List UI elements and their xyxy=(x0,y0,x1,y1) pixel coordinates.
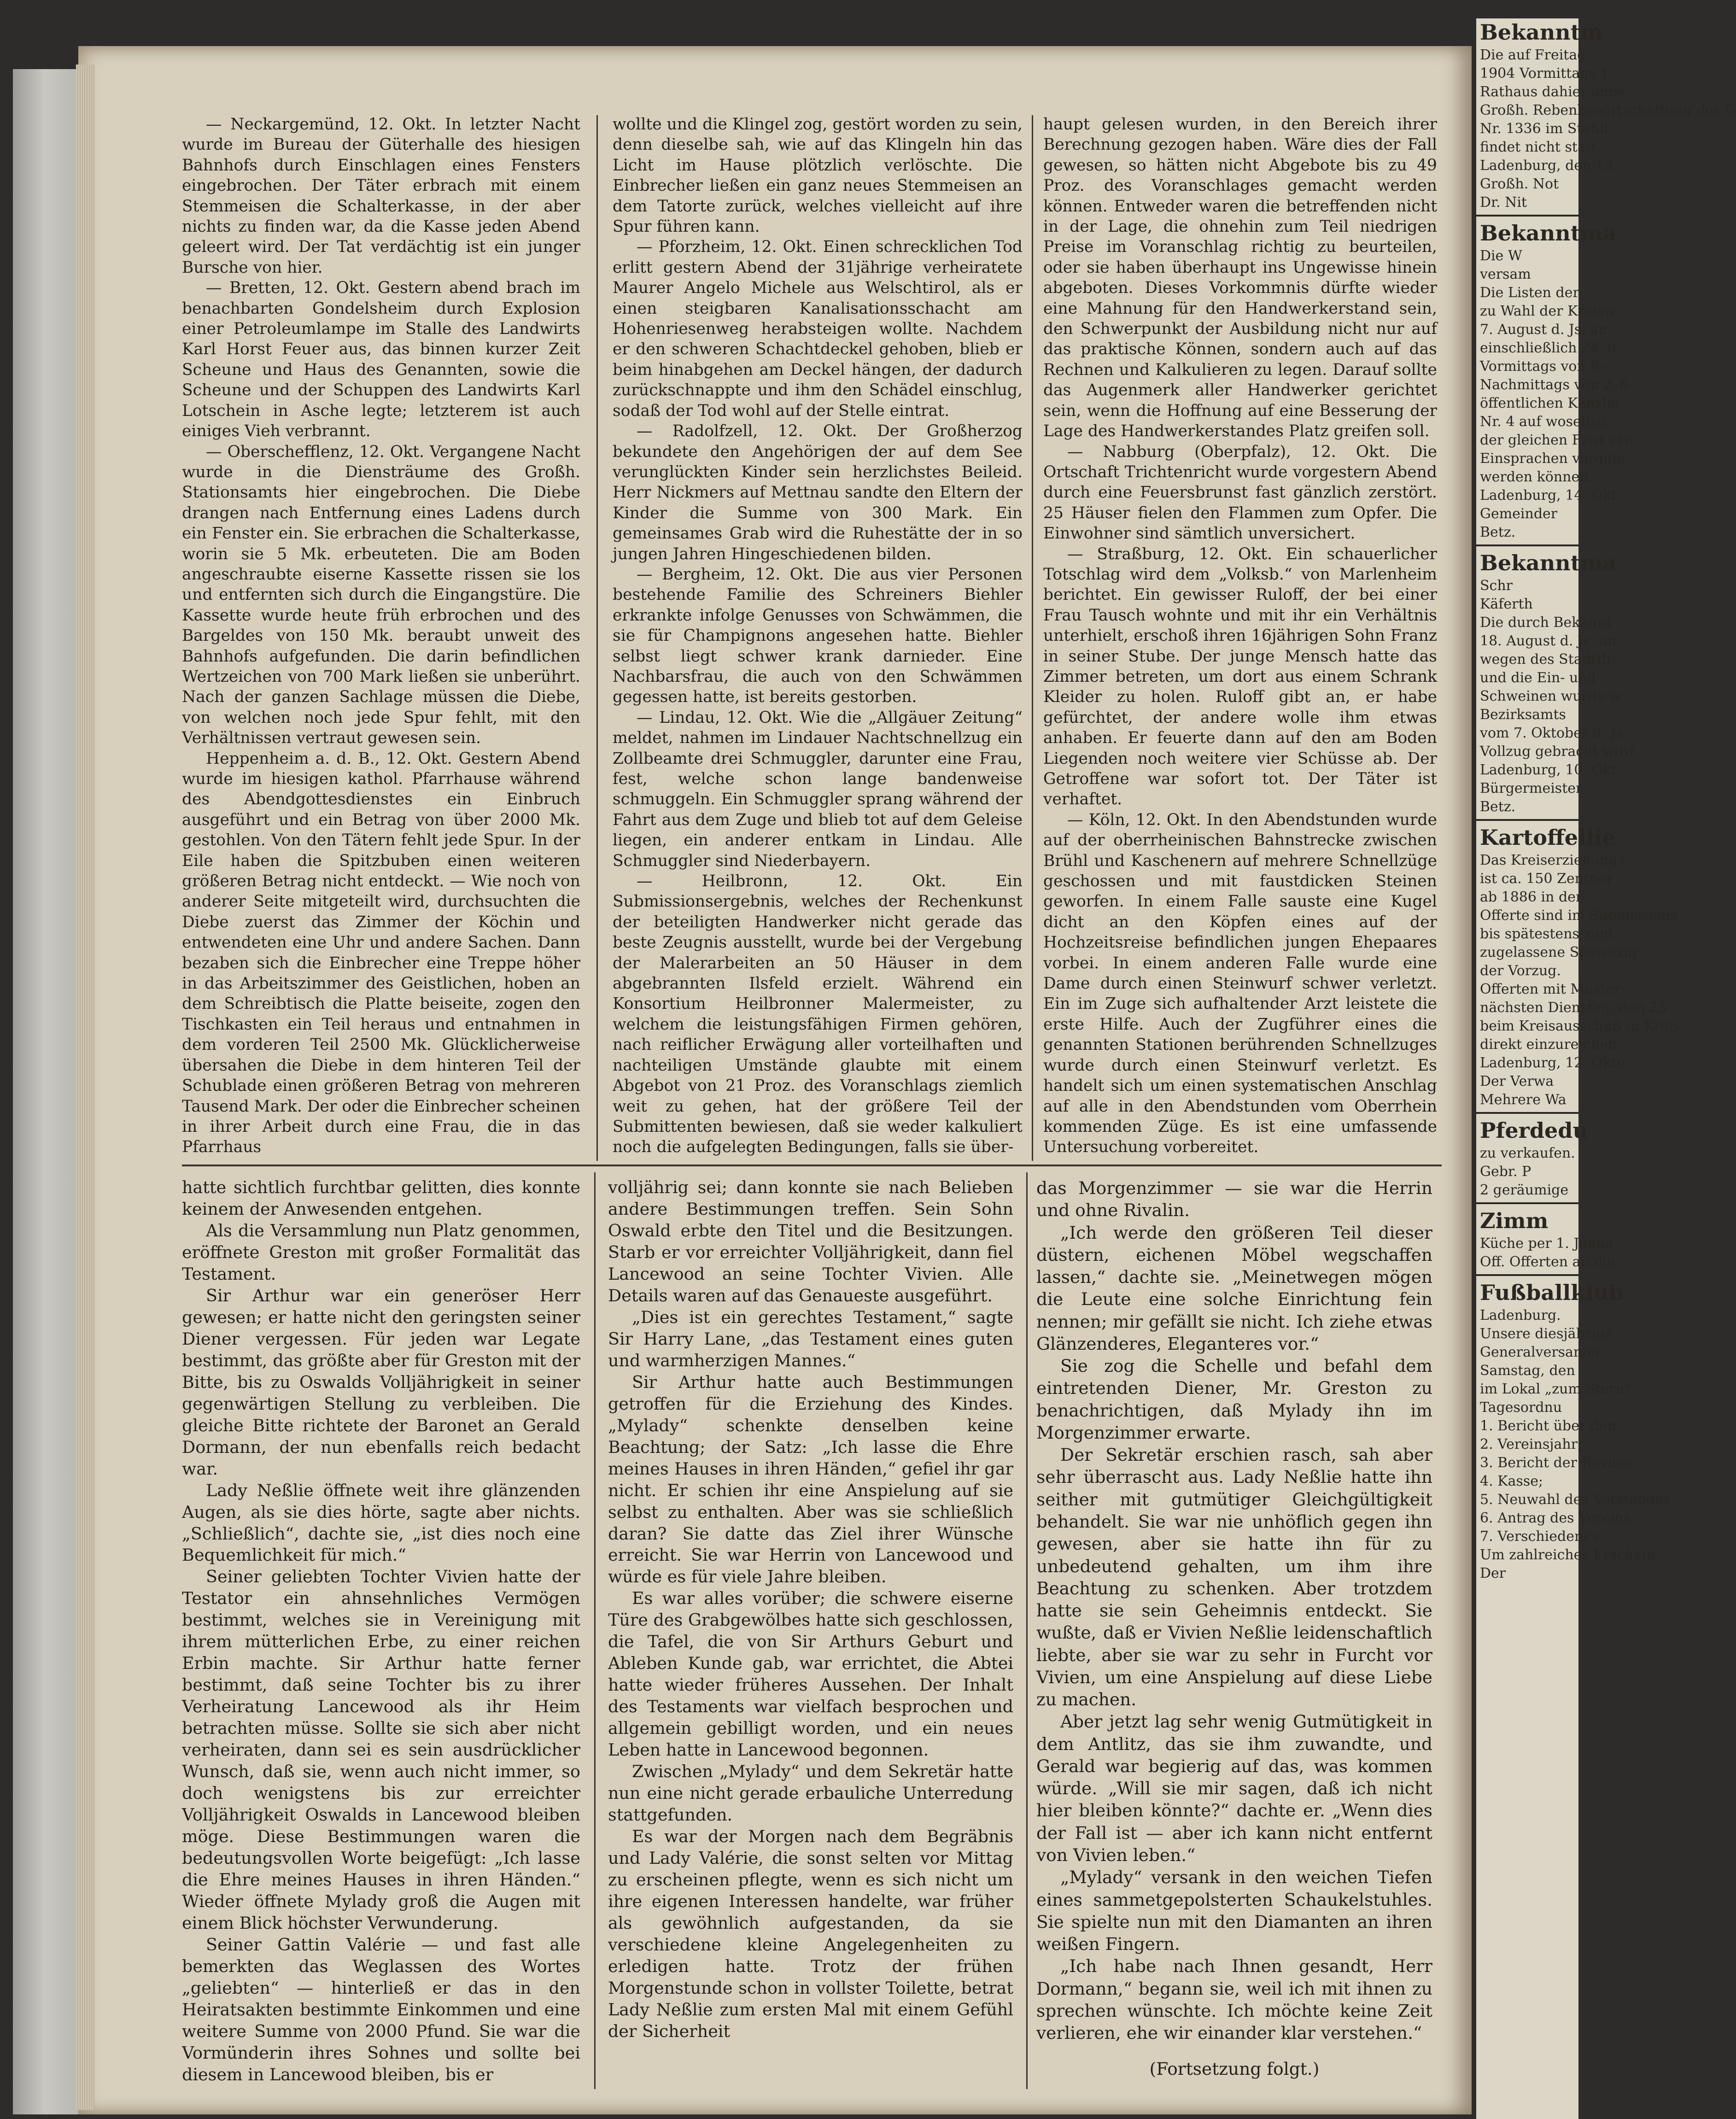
story-paragraph: volljährig sei; dann konnte sie nach Belieben andere Bestimmungen treffen. Sein Sohn Oswald erbte den Titel und die Besitzungen. Starb er vor erreichter Volljährigkeit, dann fiel Lancewood an seine Tochter Vivien. Alle Details waren auf das Genaueste ausgeführt. xyxy=(608,1177,1013,1305)
ad-line: Schweinen wurde w xyxy=(1480,688,1622,704)
ad-line: Tagesordnu xyxy=(1480,1399,1562,1416)
ad-line: wegen des Stadtth xyxy=(1480,651,1611,667)
ad-line: zu Wahl der Kreisw xyxy=(1480,303,1616,319)
story-paragraph: „Dies ist ein gerechtes Testament,“ sagte Sir Harry Lane, „das Testament eines guten und warmherzigen Mannes.“ xyxy=(608,1307,1013,1370)
ad-line: direkt einzureichen. xyxy=(1480,1036,1621,1053)
ad-heading: Bekanntma xyxy=(1480,221,1617,246)
ad-line: Mehrere Wa xyxy=(1480,1092,1566,1108)
ad-line: 1. Bericht über den xyxy=(1480,1418,1617,1434)
ad-line: werden können. xyxy=(1480,469,1593,485)
ad-heading: Bekanntm xyxy=(1480,20,1603,45)
ad-line: vom 7. Oktober d. Js xyxy=(1480,725,1623,741)
news-item: — Köln, 12. Okt. In den Abendstunden wurde auf der oberrheinischen Bahnstrecke zwischen Brühl und Kaschenern auf mehrere Schnellzüge geschossen und mit faustdicken Steinen geworfen. In einem Falle sauste eine Kugel dicht an den Köpfen eines auf der Hochzeitsreise befindlichen jungen Ehepaares vorbei. In einem anderen Falle wurde eine Dame durch einen Steinwurf schwer verletzt. Ein im Zuge sich aufhaltender Arzt leistete die erste Hilfe. Auch der Zugführer eines die genannten Stationen berührenden Schnellzuges wurde durch einen Steinwurf verletzt. Es handelt sich um einen systematischen Anschlag auf alle in den Abendstunden vom Oberrhein kommenden Züge. Es ist eine umfassende Untersuchung vorbereitet. xyxy=(1043,810,1437,1157)
ad-line: 6. Antrag des Vereins xyxy=(1480,1510,1631,1526)
news-item: — Nabburg (Oberpfalz), 12. Okt. Die Ortschaft Trichtenricht wurde vorgestern Abend durch eine Feuersbrunst fast gänzlich zerstört. 25 Häuser fielen den Flammen zum Opfer. Die Einwohner sind sämtlich unversichert. xyxy=(1043,442,1437,543)
ad-line: einschließlich 24. d xyxy=(1480,340,1617,356)
page-edge xyxy=(76,64,94,2110)
news-item: — Heilbronn, 12. Okt. Ein Submissionsergebnis, welches der Rechenkunst der beteiligten Handwerker nicht gerade das beste Zeugnis ausstellt, wurde bei der Vergebung der Malerarbeiten an 50 Häuser in dem abgebrannten Ilsfeld erzielt. Während ein Konsortium Heilbronner Malermeister, zu welchem die leistungsfähigen Firmen gehören, nach reiflicher Erwägung aller vorteilhaften und nachteiligen Umstände glaubte mit einem Abgebot von 21 Proz. des Voranschlags ziemlich weit zu gehen, hat der größere Teil der Submittenten bewiesen, daß sie weder kalkuliert noch die aufgelegten Bedingungen, falls sie über- xyxy=(613,872,1023,1157)
story-paragraph: Als die Versammlung nun Platz genommen, eröffnete Greston mit großer Formalität das Testament. xyxy=(182,1220,580,1284)
story-paragraph: Sir Arthur hatte auch Bestimmungen getroffen für die Erziehung des Kindes. „Mylady“ schenkte denselben keine Beachtung; der Satz: „Ich lasse die Ehre meines Hauses in ihren Händen,“ gefiel ihr gar nicht. Er schien ihr eine Anspielung auf sie selbst zu enthalten. Aber was sie schließlich daran? Sie datte das Ziel ihrer Wünsche erreicht. Sie war Herrin von Lancewood und würde es für viele Jahre bleiben. xyxy=(608,1372,1013,1587)
story-paragraph: Es war alles vorüber; die schwere eiserne Türe des Grabgewölbes hatte sich geschlossen, die Tafel, die von Sir Arthurs Geburt und Ableben Kunde gab, war errichtet, die Abtei hatte wieder früheres Aussehen. Der Inhalt des Testaments war vielfach besprochen und allgemein gebilligt worden, und ein neues Leben hatte in Lancewood begonnen. xyxy=(608,1588,1013,1760)
news-item: haupt gelesen wurden, in den Bereich ihrer Berechnung gezogen haben. Wäre dies der Fall gewesen, so hätten nicht Abgebote bis zu 49 Proz. des Voranschlages gemacht werden können. Entweder waren die betreffenden nicht in der Lage, die ohnehin zum Teil niedrigen Preise im Voranschlag richtig zu beurteilen, oder sie haben überhaupt ins Ungewisse hinein abgeboten. Dieses Vorkommnis dürfte wieder eine Mahnung für den Handwerkerstand sein, den Schwerpunkt der Ausbildung nicht nur auf das praktische Können, sondern auch auf das Rechnen und Kalkulieren zu legen. Darauf sollte das Augenmerk aller Handwerker gerichtet sein, wenn die Hoffnung auf eine Besserung der Lage des Handwerkerstandes Platz greifen soll. xyxy=(1043,115,1437,441)
ad-line: Schr xyxy=(1480,578,1513,594)
column-divider xyxy=(1026,1172,1028,2089)
ad-line: Unsere diesjährige xyxy=(1480,1326,1613,1342)
ad-line: Generalversamm xyxy=(1480,1344,1600,1360)
ad-line: Großh. Not xyxy=(1480,176,1559,192)
ad-line: Die auf Freitag xyxy=(1480,47,1586,63)
news-item: — Straßburg, 12. Okt. Ein schauerlicher Totschlag wird dem „Volksb.“ von Marlenheim berichtet. Ein gewisser Ruloff, der bei einer Frau Tausch wohnte und mit ihr ein Verhältnis unterhielt, erschoß ihren 16jährigen Sohn Franz in seiner Stube. Der junge Mensch hatte das Zimmer betreten, um dort aus einem Schrank Kleider zu holen. Ruloff gibt an, er habe gefürchtet, der andere wolle ihm etwas anhaben. Er feuerte dann auf den am Boden Liegenden noch weitere vier Schüsse ab. Der Getroffene war sofort tot. Der Täter ist verhaftet. xyxy=(1043,544,1437,809)
ad-line: Der Verwa xyxy=(1480,1073,1554,1089)
feuilleton-separator xyxy=(182,1165,1442,1166)
news-item: — Lindau, 12. Okt. Wie die „Allgäuer Zeitung“ meldet, nahmen im Lindauer Nachtschnellzug ein Zollbeamte drei Schmuggler, darunter eine Frau, fest, welche schon lange bandenweise schmuggeln. Ein Schmuggler sprang während der Fahrt aus dem Zuge und blieb tot auf dem Geleise liegen, ein anderer entkam in Lindau. Alle Schmuggler sind Niederbayern. xyxy=(613,708,1023,870)
bottom-column-3 xyxy=(1036,1177,1432,2080)
ad-line: 1904 Vormittags 1 xyxy=(1480,65,1609,82)
ad-line: ist ca. 150 Zentner xyxy=(1480,871,1613,887)
ad-line: Offerte sind im Submissions xyxy=(1480,907,1678,924)
story-paragraph: Aber jetzt lag sehr wenig Gutmütigkeit in dem Antlitz, das sie ihm zuwandte, und Gerald war begierig auf das, was kommen würde. „Will sie mir sagen, daß ich nicht hier bleiben könnte?“ dachte er. „Wenn dies der Fall ist — aber ich kann nicht entfernt von Vivien leben.“ xyxy=(1036,1711,1432,1865)
ad-line: der gleichen Frist etw xyxy=(1480,432,1635,448)
ad-line: im Lokal „zum Stern“ xyxy=(1480,1381,1631,1397)
ad-heading: Fußballklub xyxy=(1480,1280,1624,1305)
ad-line: versam xyxy=(1480,266,1531,282)
ad-line: Rathaus dahier anbe xyxy=(1480,84,1626,100)
ad-line: Ladenburg, 12. Okto xyxy=(1480,1055,1625,1071)
ad-line: Nachmittags von 2–6 xyxy=(1480,377,1628,393)
ad-heading: Bekanntma xyxy=(1480,550,1617,575)
ad-heading: Pferdedu xyxy=(1480,1118,1588,1143)
ad-line: Offerten mit Muster xyxy=(1480,981,1621,997)
story-paragraph: „Mylady“ versank in den weichen Tiefen eines sammetgepolsterten Schaukelstuhles. Sie spielte nun mit den Diamanten an ihren weißen Fingern. xyxy=(1036,1867,1432,1955)
story-paragraph: „Ich werde den größeren Teil dieser düstern, eichenen Möbel wegschaffen lassen,“ dachte sie. „Meinetwegen mögen die Leute eine solche Einrichtung fein nennen; mir gefällt sie nicht. Ich ziehe etwas Glänzenderes, Eleganteres vor.“ xyxy=(1036,1222,1432,1354)
ad-separator xyxy=(1476,1112,1578,1114)
ad-line: 4. Kasse; xyxy=(1480,1473,1543,1489)
story-paragraph: das Morgenzimmer — sie war die Herrin und ohne Rivalin. xyxy=(1036,1178,1432,1221)
ad-line: Vormittags von 8– xyxy=(1480,358,1606,375)
ad-line: Ladenburg. xyxy=(1480,1307,1561,1323)
continuation-note: (Fortsetzung folgt.) xyxy=(1149,2059,1320,2079)
ad-line: Off. Offerten an die xyxy=(1480,1254,1615,1270)
ad-line: ab 1886 in den xyxy=(1480,889,1585,905)
ad-line: Gebr. P xyxy=(1480,1164,1531,1180)
story-paragraph: hatte sichtlich furchtbar gelitten, dies konnte keinem der Anwesenden entgehen. xyxy=(182,1177,580,1219)
ad-line: Einsprachen vorgebr xyxy=(1480,451,1628,467)
story-paragraph: Lady Neßlie öffnete weit ihre glänzenden Augen, als sie dies hörte, sagte aber nichts. „Schließlich“, dachte sie, „ist dies noch eine Bequemlichkeit für mich.“ xyxy=(182,1480,580,1565)
ad-line: findet nicht statt. xyxy=(1480,139,1602,155)
ad-line: Dr. Nit xyxy=(1480,194,1527,211)
ad-line: Der xyxy=(1480,1565,1506,1581)
ad-line: Nr. 4 auf woselbst xyxy=(1480,414,1607,430)
story-paragraph: Es war der Morgen nach dem Begräbnis und Lady Valérie, die sonst selten vor Mittag zu erscheinen pflegte, wenn es sich nicht um ihre eigenen Interessen handelte, war früher als gewöhnlich aufgestanden, da sie verschiedene kleine Angelegenheiten zu erledigen hatte. Trotz der frühen Morgenstunde schon in vollster Toilette, betrat Lady Neßlie zum ersten Mal mit einem Gefühl der Sicherheit xyxy=(608,1826,1013,2041)
ad-line: Die Listen der xyxy=(1480,285,1579,301)
column-divider xyxy=(594,1172,596,2089)
news-item: wollte und die Klingel zog, gestört worden zu sein, denn dieselbe sah, wie auf das Klingeln hin das Licht im Hause plötzlich verlöschte. Die Einbrecher ließen ein ganz neues Stemmeisen an dem Tatorte zurück, welches vielleicht auf ihre Spur führen kann. xyxy=(613,115,1023,236)
top-column-2 xyxy=(613,114,1023,1158)
ad-line: zugelassene Speisekar xyxy=(1480,944,1639,960)
ad-line: 3. Bericht der Revisor xyxy=(1480,1455,1635,1471)
ad-line: nächsten Dienstag, den 25 xyxy=(1480,1000,1667,1016)
column-divider xyxy=(596,115,598,1161)
ad-line: 2 geräumige xyxy=(1480,1182,1569,1198)
ad-line: Die durch Bekannt xyxy=(1480,615,1612,631)
top-column-1 xyxy=(182,114,580,1158)
ad-heading: Zimm xyxy=(1480,1208,1549,1233)
ad-line: 18. August d. Js. an xyxy=(1480,633,1616,649)
ad-line: Das Kreiserziehungs xyxy=(1480,852,1625,868)
ad-line: Küche per 1. Janua xyxy=(1480,1235,1613,1252)
story-paragraph: Zwischen „Mylady“ und dem Sekretär hatte nun eine nicht gerade erbauliche Unterredung stattgefunden. xyxy=(608,1762,1013,1825)
ad-line: Käferth xyxy=(1480,596,1533,612)
story-paragraph: Seiner geliebten Tochter Vivien hatte der Testator ein ahnsehnliches Vermögen bestimmt, welches sie in Vereinigung mit ihrem mütterlichen Erbe, zu einer reichen Erbin machte. Sir Arthur hatte ferner bestimmt, daß seine Tochter bis zu ihrer Verheiratung Lancewood als ihr Heim betrachten müsse. Sollte sie sich aber nicht verheiraten, dann sei es sein ausdrücklicher Wunsch, daß sie, wenn auch nicht immer, so doch wenigstens bis zur erreichter Volljährigkeit Oswalds in Lancewood bleiben möge. Diese Bestimmungen waren die bedeutungsvollen Worte beigefügt: „Ich lasse die Ehre meines Hauses in ihren Händen.“ Wieder öffnete Mylady groß die Augen mit einem Blick höchster Verwunderung. xyxy=(182,1567,580,1933)
ad-heading: Kartoffellie xyxy=(1480,825,1616,850)
ad-line: Bezirksamts xyxy=(1480,707,1566,723)
ad-separator xyxy=(1476,544,1578,546)
ad-separator xyxy=(1476,1202,1578,1204)
story-paragraph: Sir Arthur war ein generöser Herr gewesen; er hatte nicht den geringsten seiner Diener vergessen. Für jeden war Legate bestimmt, das größte aber für Greston mit der Bitte, bis zu Oswalds Volljährigkeit in seiner gegenwärtigen Stellung zu verbleiben. Die gleiche Bitte richtete der Baronet an Gerald Dormann, der nun ebenfalls reich bedacht war. xyxy=(182,1285,580,1479)
ad-line: Vollzug gebracht wird xyxy=(1480,743,1634,760)
ad-line: 7. August d. Js. an xyxy=(1480,322,1607,338)
ad-line: Ladenburg, 14. Okt xyxy=(1480,487,1617,503)
ad-line: Samstag, den xyxy=(1480,1363,1575,1379)
adjacent-page-ads xyxy=(1476,18,1736,2119)
story-paragraph: Seiner Gattin Valérie — und fast alle bemerkten das Weglassen des Wortes „geliebten“ — hinterließ er das in den Heiratsakten bestimmte Einkommen und eine weitere Summe von 2000 Pfund. Sie war die Vormünderin ihres Sohnes und sollte bei diesem in Lancewood bleiben, bis er xyxy=(182,1934,580,2084)
ad-line: und die Ein- und xyxy=(1480,670,1596,686)
ad-line: 2. Vereinsjahr; xyxy=(1480,1436,1583,1452)
story-paragraph: Der Sekretär erschien rasch, sah aber sehr überrascht aus. Lady Neßlie hatte ihn seither mit gutmütiger Gleichgültigkeit behandelt. Sie war nie unhöflich gegen ihn gewesen, aber sie hatte ihn für zu unbedeutend gehalten, um ihm ihre Beachtung zu schenken. Aber trotzdem hatte sie sein Geheimnis entdeckt. Sie wußte, daß er Vivien Neßlie leidenschaftlich liebte, aber sie war zu sehr in Furcht vor Vivien, um eine Anspielung auf diese Liebe zu machen. xyxy=(1036,1445,1432,1710)
ad-line: beim Kreisausschuß in Kreis xyxy=(1480,1018,1680,1034)
news-item: — Bergheim, 12. Okt. Die aus vier Personen bestehende Familie des Schreiners Biehler erkrankte infolge Genusses von Schwämmen, die sie für Champignons angesehen hatte. Biehler selbst liegt schwer krank darnieder. Eine Nachbarsfrau, die auch von den Schwämmen gegessen hatte, ist bereits gestorben. xyxy=(613,565,1023,707)
ad-line: Um zahlreiches Erschein xyxy=(1480,1547,1655,1563)
ad-line: zu verkaufen. xyxy=(1480,1145,1575,1161)
ad-line: Ladenburg, den 13 xyxy=(1480,158,1613,174)
ad-line: bis spätestens zum xyxy=(1480,926,1613,942)
news-item: — Pforzheim, 12. Okt. Einen schrecklichen Tod erlitt gestern Abend der 31jährige verheiratete Maurer Angelo Michele aus Welschtirol, als er einen steigbaren Kanalisationsschacht am Hohenriesenweg herabsteigen wollte. Nachdem er den schweren Schachtdeckel gehoben, blieb er beim hinabgehen am Deckel hängen, der dadurch zurückschnappte und ihm den Schädel einschlug, sodaß der Tod wohl auf der Stelle eintrat. xyxy=(613,238,1023,420)
column-divider xyxy=(1032,115,1033,1161)
ad-separator xyxy=(1476,215,1578,217)
ad-line: Betz. xyxy=(1480,799,1516,815)
story-paragraph: „Ich habe nach Ihnen gesandt, Herr Dormann,“ begann sie, weil ich mit ihnen zu sprechen wünschte. Ich möchte keine Zeit verlieren, ehe wir einander klar verstehen.“ xyxy=(1036,1956,1432,2043)
news-item: — Neckargemünd, 12. Okt. In letzter Nacht wurde im Bureau der Güterhalle des hiesigen Bahnhofs durch Einschlagen eines Fensters eingebrochen. Der Täter erbrach mit einem Stemmeisen die Schalterkasse, in der aber nichts zu finden war, da die Kasse jeden Abend geleert wird. Der Tat verdächtig ist ein junger Bursche von hier. xyxy=(182,115,580,277)
ad-line: der Vorzug. xyxy=(1480,963,1561,979)
ad-line: 5. Neuwahl des Vorstandes xyxy=(1480,1492,1671,1508)
ad-line: Ladenburg, 10. Okt xyxy=(1480,762,1617,778)
news-item: — Bretten, 12. Okt. Gestern abend brach im benachbarten Gondelsheim durch Explosion einer Petroleumlampe im Stalle des Landwirts Karl Horst Feuer aus, das binnen kurzer Zeit Scheune und Haus des Genannten, sowie die Scheune und der Schuppen des Landwirts Karl Lotschein in Asche legte; letzterem ist auch einiges Vieh verbrannt. xyxy=(182,279,580,441)
ad-separator xyxy=(1476,1274,1578,1276)
ad-line: Großh. Rebenbewirtschaftung des G xyxy=(1480,102,1736,118)
ad-line: Nr. 1336 im Stahll xyxy=(1480,121,1608,137)
ad-line: öffentlichen Kanzlei xyxy=(1480,395,1619,411)
news-item: Heppenheim a. d. B., 12. Okt. Gestern Abend wurde im hiesigen kathol. Pfarrhause während des Abendgottesdienstes ein Einbruch ausgeführt und ein Betrag von über 2000 Mk. gestohlen. Von den Tätern fehlt jede Spur. In der Eile haben die Spitzbuben einen weiteren größeren Betrag nicht entdeckt. — Wie noch von anderer Seite mitgeteilt wird, durchsuchten die Diebe zuerst das Zimmer der Köchin und entwendeten eine Uhr und andere Sachen. Dann bezaben sich die Einbrecher eine Treppe höher in das Arbeitszimmer des Geistlichen, hoben an dem Schreibtisch die Platte beiseite, zogen den Tischkasten ein Teil heraus und entnahmen in dem vorderen Teil 2500 Mk. Glücklicherweise übersahen die Diebe in dem hinteren Teil der Schublade einen größeren Betrag von mehreren Tausend Mark. Der oder die Einbrecher scheinen in ihrer Arbeit durch eine Frau, die in das Pfarrhaus xyxy=(182,749,580,1157)
ad-line: Gemeinder xyxy=(1480,506,1558,522)
ad-line: Die W xyxy=(1480,248,1522,264)
news-item: — Oberschefflenz, 12. Okt. Vergangene Nacht wurde in die Diensträume des Großh. Stationsamts hier eingebrochen. Die Diebe drangen nach Entfernung eines Ladens durch ein Fenster ein. Sie erbrachen die Schalterkasse, worin sie 5 Mk. erbeuteten. Die am Boden angeschraubte eiserne Kassette rissen sie los und entfernten sich durch die Eingangstüre. Die Kassette wurde heute früh erbrochen und des Bargeldes von 150 Mk. beraubt unweit des Bahnhofs aufgefunden. Die darin befindlichen Wertzeichen von 700 Mark ließen sie unberührt. Nach der ganzen Sachlage müssen die Diebe, von welchen noch jede Spur fehlt, mit den Verhältnissen vertraut gewesen sein. xyxy=(182,442,580,748)
ad-line: Bürgermeister xyxy=(1480,780,1583,796)
news-item: — Radolfzell, 12. Okt. Der Großherzog bekundete den Angehörigen der auf dem See verunglückten Kinder sein herzlichstes Beileid. Herr Nickmers auf Mettnau sandte den Eltern der Kinder die Summe von 300 Mark. Ein gemeinsames Grab wird die Ruhestätte der in so jungen Jahren Hingeschiedenen bilden. xyxy=(613,422,1023,563)
bottom-column-2 xyxy=(608,1177,1013,2043)
ad-separator xyxy=(1476,819,1578,821)
ads-fragments xyxy=(1476,18,1736,1583)
story-paragraph: Sie zog die Schelle und befahl dem eintretenden Diener, Mr. Greston zu benachrichtigen, daß Mylady ihn im Morgenzimmer erwarte. xyxy=(1036,1356,1432,1443)
ad-line: Betz. xyxy=(1480,524,1516,540)
top-column-3 xyxy=(1043,114,1437,1158)
ad-line: 7. Verschiedenes. xyxy=(1480,1528,1603,1545)
bottom-column-1 xyxy=(182,1177,580,2086)
